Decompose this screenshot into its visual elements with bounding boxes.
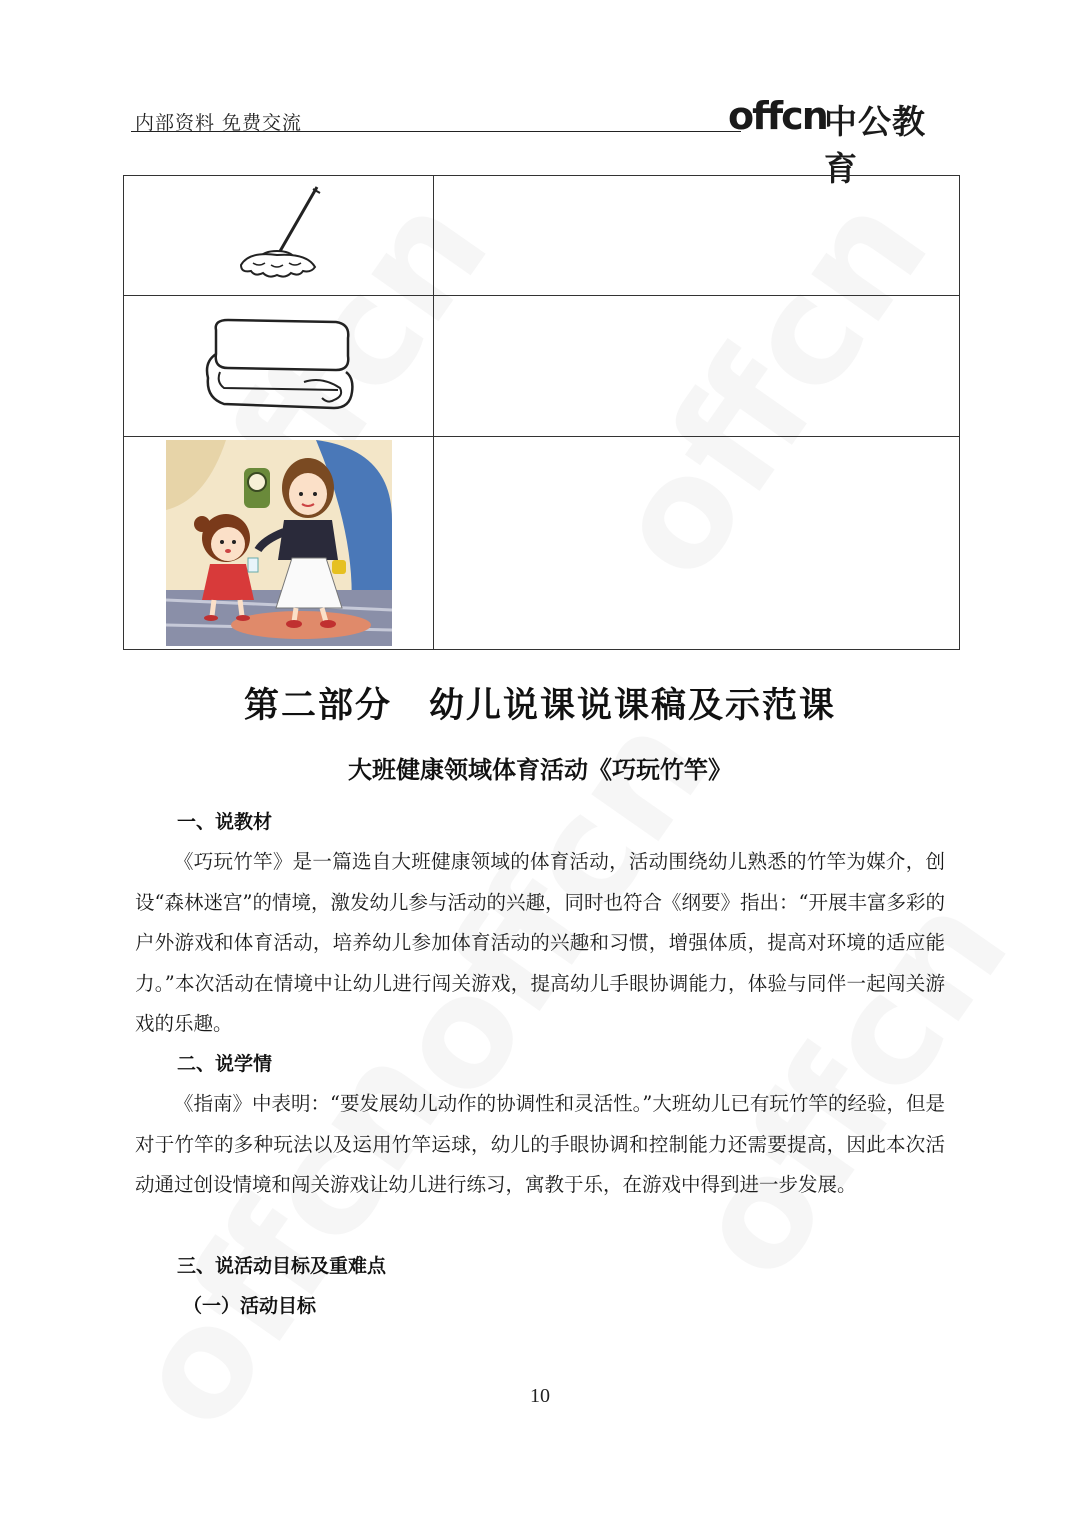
section-heading: 三、说活动目标及重难点 [177,1255,387,1277]
mop-cell [124,176,434,296]
blank-answer-cell [434,296,960,437]
lesson-title: 大班健康领域体育活动《巧玩竹竿》 [348,756,732,784]
section-learner-analysis [135,1044,945,1206]
section-teaching-material [135,802,945,1045]
section-heading: 二、说学情 [177,1053,273,1075]
logo-chinese-text: 中公教育 [824,102,926,188]
quilt-cell [124,296,434,437]
blank-answer-cell [434,176,960,296]
offcn-logo [728,90,950,188]
header-left-text: 内部资料 免费交流 [135,112,303,134]
mother-daughter-illustration [166,440,392,646]
header-rule [131,131,741,132]
subsection-heading: （一）活动目标 [183,1295,317,1317]
section-heading: 一、说教材 [177,811,273,833]
section-paragraph: 《指南》中表明：“要发展幼儿动作的协调性和灵活性。”大班幼儿已有玩竹竿的经验，但是对于竹竿的多种玩法以及运用竹竿运球，幼儿的手眼协调和控制能力还需要提高，因此本次活动通过创设情境和闯关游戏让幼儿进行练习，寓教于乐，在游戏中得到进一步发展。 [135,1092,945,1196]
section-goals [135,1246,945,1326]
table-row [124,296,960,437]
logo-brand-text: offcn [728,94,827,138]
blank-answer-cell [434,437,960,650]
folded-quilt-icon [194,316,364,416]
table-row [124,176,960,296]
illustration-cell [124,437,434,650]
section-paragraph: 《巧玩竹竿》是一篇选自大班健康领域的体育活动，活动围绕幼儿熟悉的竹竿为媒介，创设“森林迷宫”的情境，激发幼儿参与活动的兴趣，同时也符合《纲要》指出：“开展丰富多彩的户外游戏和体育活动，培养幼儿参加体育活动的兴趣和习惯，增强体质，提高对环境的适应能力。”本次活动在情境中让幼儿进行闯关游戏，提高幼儿手眼协调能力，体验与同伴一起闯关游戏的乐趣。 [135,850,945,1035]
table-row [124,437,960,650]
mop-icon [219,181,339,291]
picture-table [123,175,960,650]
page-number: 10 [530,1385,550,1407]
part-title: 第二部分 幼儿说课说课稿及示范课 [243,686,836,726]
